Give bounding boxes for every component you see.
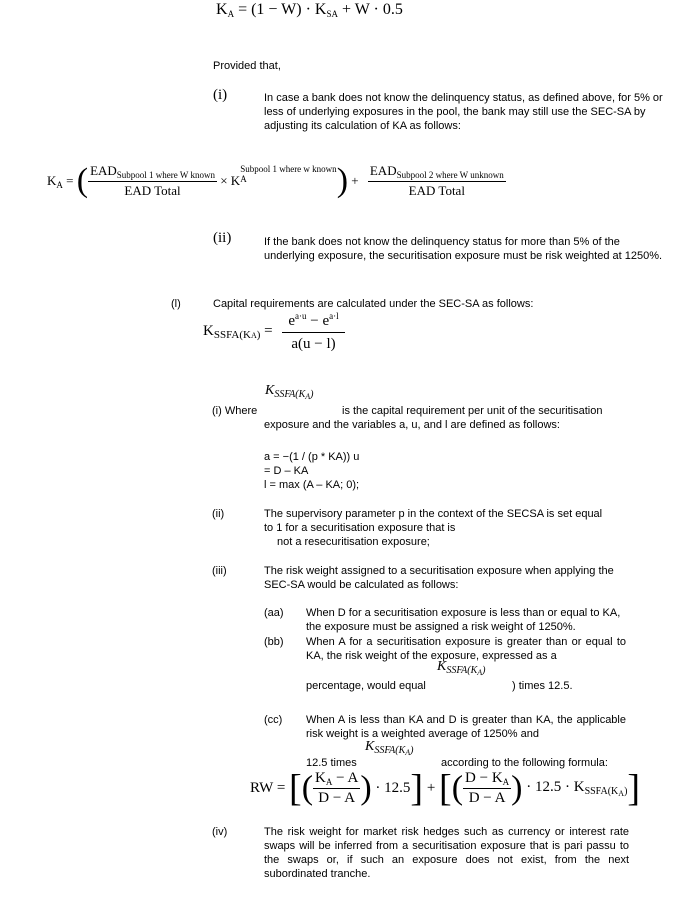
formula-ka-rhs-a: = (1 − W) · K — [234, 1, 327, 18]
sub-i-text2: exposure and the variables a, u, and l are defined as follows: — [264, 419, 560, 431]
bb-text2: percentage, would equal — [306, 680, 426, 692]
f1-num: EAD — [90, 163, 117, 178]
formula-ka-lhs: K — [216, 1, 228, 18]
f2-num: EAD — [369, 163, 397, 178]
section-l-label: (l) — [171, 298, 181, 310]
kssfa-inline-2 — [437, 659, 486, 677]
rw-lbracket-1: [ — [289, 767, 302, 810]
fraction-2 — [368, 163, 506, 199]
formula-ssfa — [203, 311, 345, 353]
formula-pool-lhs-wrap — [47, 173, 73, 188]
kssfa-inline-1 — [265, 383, 314, 401]
ssfa-num — [282, 311, 344, 333]
plus-sign: + — [351, 173, 359, 188]
ssfa-lhs-sub-wrap — [214, 329, 261, 341]
formula-ka-rhs-sub: SA — [326, 9, 338, 19]
sub-ii-label: (ii) — [212, 508, 225, 520]
kssfa-inline-3 — [365, 739, 414, 757]
cc-text: When A is less than KA and D is greater than KA, the applicable risk weight is a weighted average of 1250% and — [306, 714, 626, 740]
ssfa-eq: = — [260, 323, 273, 339]
sub-ii-text1: The supervisory parameter p in the context of the SECSA is set equal — [264, 508, 603, 520]
rw-lbracket-2: [ — [439, 767, 452, 810]
sub-iv-label: (iv) — [212, 826, 228, 838]
ssfa-den: a(u − l) — [291, 336, 336, 352]
ssfa-num-sup2: a·l — [329, 311, 339, 321]
ssfa-lhs-wrap — [203, 323, 273, 339]
kssfa-inline-1-close: ) — [310, 389, 314, 400]
item-ii-label: (ii) — [213, 230, 232, 246]
fraction-2-den: EAD Total — [408, 183, 465, 198]
f2-num-sub: Subpool 2 where W unknown — [396, 170, 504, 180]
kssfa-inline-1-sub: SSFA(K — [274, 389, 306, 400]
kssfa-inline-2-sub: SSFA(K — [446, 665, 478, 676]
def-l: l = max (A – KA; 0); — [264, 479, 360, 491]
k-subpool-scripts — [240, 164, 337, 184]
paren-open: ( — [76, 162, 89, 199]
rw-fraction-2 — [463, 770, 511, 807]
formula-pool — [47, 163, 506, 199]
k-subpool: K — [230, 173, 241, 188]
rw-mid-2: · 12.5 · K — [522, 779, 585, 795]
rw-f1-num-sub: A — [325, 777, 333, 787]
rw-f1-num-k: K — [315, 770, 326, 786]
k-subpool-wrap — [230, 164, 337, 188]
kssfa-inline-2-close: ) — [482, 665, 486, 676]
rw-f2-num — [463, 770, 511, 789]
aa-label: (aa) — [264, 607, 284, 619]
ssfa-num-minus: − e — [306, 313, 330, 329]
bb-label: (bb) — [264, 636, 284, 648]
sub-i-text1: is the capital requirement per unit of the securitisation — [342, 405, 603, 417]
rw-lhs-wrap — [250, 780, 285, 796]
rw-f1-den: D − A — [318, 790, 356, 806]
fraction-1-num — [88, 163, 217, 182]
rw-f2-num-text: D − K — [465, 770, 503, 786]
item-i-text: In case a bank does not know the delinquency status, as defined above, for 5% or less of underlying exposures in the pool, the bank may still use the SEC-SA by adjusting its calculation of KA as follows: — [264, 92, 663, 132]
kssfa-inline-3-close: ) — [410, 745, 414, 756]
bb-text: When A for a securitisation exposure is greater than or equal to KA, the risk weight of the exposure, expressed as a — [306, 636, 626, 662]
sub-iv-text: The risk weight for market risk hedges such as currency or interest rate swaps will be inferred from a securitisation exposure that is pari passu to the swaps or, if such an exposure does not exist, from the next subordinated tranche. — [264, 826, 629, 880]
rw-lhs: RW — [250, 780, 274, 796]
sub-ii-text3: not a resecuritisation exposure; — [277, 536, 430, 548]
rw-rparen-2: ) — [511, 769, 523, 807]
rw-plus: + — [423, 780, 440, 796]
kssfa-inline-3-sub-a: A — [405, 748, 411, 757]
provided-text: Provided that, — [213, 60, 281, 72]
ssfa-num-sup1: a·u — [295, 311, 307, 321]
formula-pool-eq: = — [62, 172, 74, 188]
f1-num-sub: Subpool 1 where W known — [116, 170, 215, 180]
fraction-1 — [88, 163, 217, 199]
kssfa-inline-3-sub: SSFA(K — [374, 745, 406, 756]
rw-mid-1: · 12.5 — [371, 780, 411, 796]
kssfa-inline-3-k: K — [365, 739, 375, 754]
item-ii-text: If the bank does not know the delinquency status for more than 5% of the underlying exposure, the securitisation exposure must be risk weighted at 1250%. — [264, 236, 663, 262]
rw-f1-num — [313, 770, 360, 789]
ssfa-lhs-sub-a: A — [250, 331, 257, 340]
sub-i-label: (i) Where — [212, 405, 258, 417]
ssfa-lhs-sub: SSFA(K — [213, 329, 251, 341]
sub-iii-label: (iii) — [212, 565, 227, 577]
bb-text3: ) times 12.5. — [512, 680, 573, 692]
def-u: = D – KA — [264, 465, 309, 477]
section-l-text: Capital requirements are calculated under the SEC-SA as follows: — [213, 298, 534, 310]
rw-k-sub-close: ) — [624, 786, 628, 797]
rw-k-sub-a: A — [618, 789, 625, 798]
ssfa-lhs: K — [203, 323, 214, 339]
fraction-1-den: EAD Total — [124, 183, 181, 198]
cc-text3: according to the following formula: — [441, 757, 608, 769]
kssfa-inline-2-k: K — [437, 659, 447, 674]
sub-ii-text2: to 1 for a securitisation exposure that is — [264, 522, 456, 534]
cc-text2: 12.5 times — [306, 757, 357, 769]
k-subpool-sup: Subpool 1 where w known — [240, 164, 337, 175]
kssfa-inline-1-k: K — [265, 383, 275, 398]
formula-ka-lhs-sub: A — [227, 9, 235, 19]
rw-rbracket-1: ] — [410, 767, 424, 810]
rw-k-sub: SSFA(K — [584, 786, 619, 797]
formula-rw — [250, 767, 641, 810]
rw-f2-den: D − A — [468, 790, 506, 806]
paren-close: ) — [336, 162, 349, 199]
ssfa-num-e: e — [288, 313, 296, 329]
cc-label: (cc) — [264, 714, 283, 726]
fraction-2-num — [368, 163, 506, 182]
rw-f1-num-rest: − A — [332, 770, 359, 786]
rw-eq: = — [273, 780, 286, 796]
times-sign: × — [220, 173, 228, 188]
sub-iii-text: The risk weight assigned to a securitisation exposure when applying the SEC-SA would be calculated as follows: — [264, 565, 614, 591]
rw-mid-2-wrap — [522, 779, 628, 798]
k-subpool-sub: A — [240, 174, 247, 185]
rw-f2-num-sub: A — [502, 777, 510, 787]
rw-lparen-1: ( — [301, 769, 314, 807]
formula-pool-lhs-sub: A — [56, 179, 63, 190]
aa-text: When D for a securitisation exposure is less than or equal to KA, the exposure must be assigned a risk weight of 1250%. — [306, 607, 621, 633]
rw-lparen-2: ( — [451, 769, 464, 807]
item-i-label: (i) — [213, 87, 228, 103]
kssfa-inline-1-sub-a: A — [305, 392, 311, 401]
formula-pool-lhs: K — [47, 172, 57, 188]
def-a: a = −(1 / (p * KA)) u — [264, 451, 360, 463]
kssfa-inline-2-sub-a: A — [477, 668, 483, 677]
ssfa-lhs-sub-close: ) — [256, 329, 261, 341]
rw-fraction-1 — [313, 770, 360, 807]
formula-ka — [216, 0, 403, 24]
ssfa-fraction — [282, 311, 344, 353]
rw-rbracket-2: ] — [627, 767, 641, 810]
formula-ka-rhs-b: + W · 0.5 — [337, 1, 403, 18]
rw-rparen-1: ) — [360, 769, 372, 807]
